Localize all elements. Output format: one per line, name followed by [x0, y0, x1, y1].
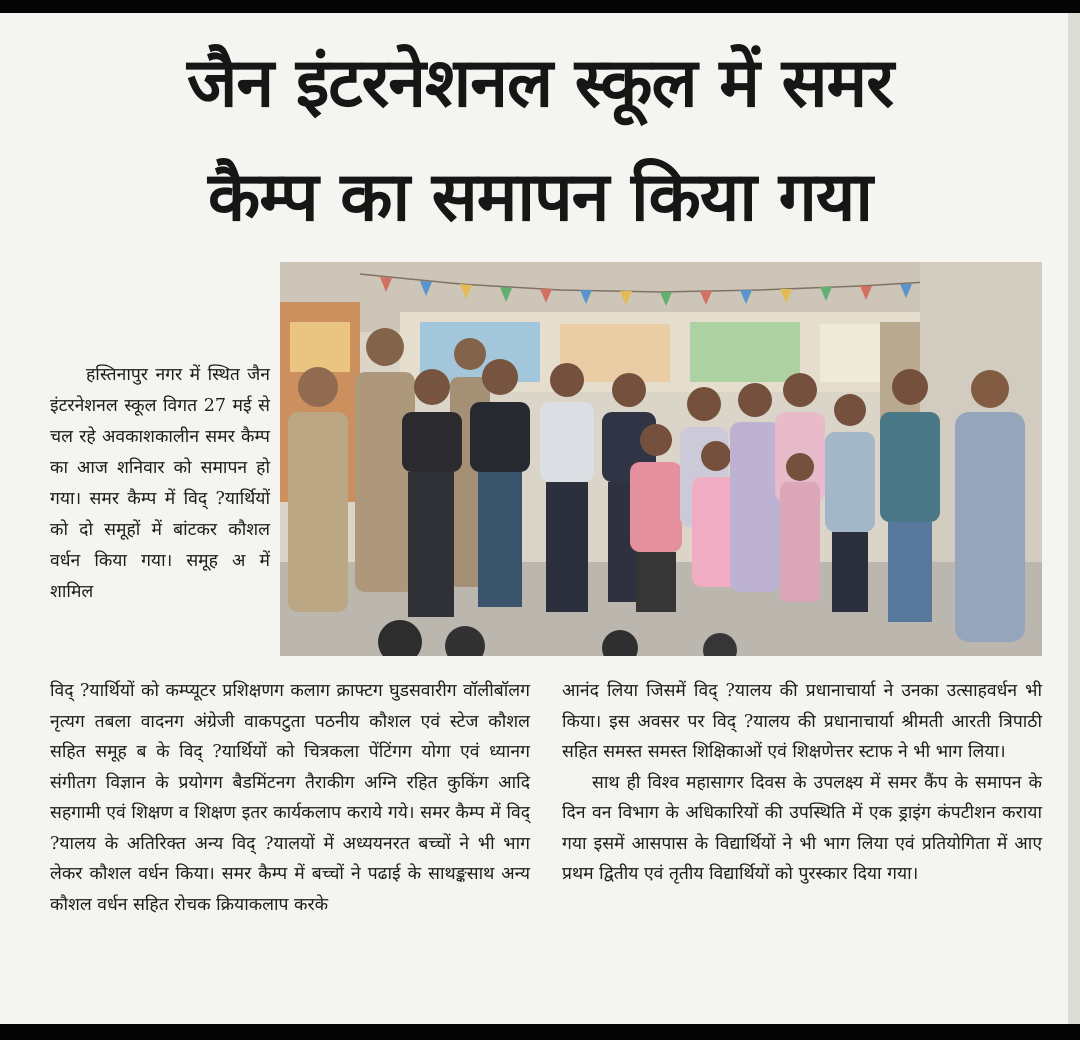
page-edge: [1068, 13, 1080, 1024]
news-photo[interactable]: [280, 262, 1042, 656]
group-photo-illustration: [280, 262, 1042, 656]
headline-line-1: जैन इंटरनेशनल स्कूल में समर: [186, 44, 894, 123]
right-paragraph-2: साथ ही विश्व महासागर दिवस के उपलक्ष्य में समर कैंप के समापन के दिन वन विभाग के अधिकारियों की उपस्थिति में एक ड्राइंग कंपटीशन कराया गया इसमें आसपास के विद्यार्थियों ने भी भाग लिया एवं प्रतियोगिता में आए प्रथम द्वितीय एवं तृतीय विद्यार्थियों को पुरस्कार दिया गया।: [562, 772, 1042, 884]
article-intro: हस्तिनापुर नगर में स्थित जैन इंटरनेशनल स्कूल विगत 27 मई से चल रहे अवकाशकालीन समर कैम्प का आज शनिवार को समापन हो गया। समर कैम्प में विद् ?यार्थियों को दो समूहों में बांटकर कौशल वर्धन किया गया। समूह अ में शामिल: [50, 365, 270, 602]
right-paragraph-1: आनंद लिया जिसमें विद् ?यालय की प्रधानाचार्या ने उनका उत्साहवर्धन भी किया। इस अवसर पर विद् ?यालय की प्रधानाचार्या श्रीमती आरती त्रिपाठी सहित समस्त समस्त शिक्षिकाओं एवं शिक्षणेत्तर स्टाफ ने भी भाग लिया।: [562, 681, 1042, 762]
headline-line-2: कैम्प का समापन किया गया: [208, 158, 872, 237]
article-right-column: [562, 676, 1042, 890]
article-left-column: विद् ?यार्थियों को कम्प्यूटर प्रशिक्षणग कलाग क्राफ्टग घुडसवारीग वॉलीबॉलग नृत्यग तबला वादनग अंग्रेजी वाकपटुता पठनीय कौशल एवं स्टेज कौशल सहित समूह ब के विद् ?यार्थियों को चित्रकला पेंटिंगग योगा एवं ध्यानग संगीतग विज्ञान के प्रयोगग बैडमिंटनग तैराकीग अग्नि रहित कुकिंग आदि सहगामी एवं शिक्षण व शिक्षण इतर कार्यकलाप कराये गये। समर कैम्प में विद् ?यालय के अतिरिक्त अन्य विद् ?यालयों में अध्ययनरत बच्चों ने भी भाग लेकर कौशल वर्धन किया। समर कैम्प में बच्चों ने पढाई के साथङ्कसाथ अन्य कौशल वर्धन सहित रोचक क्रियाकलाप करके: [50, 681, 530, 915]
bottom-black-bar: [0, 1024, 1080, 1040]
top-black-bar: [0, 0, 1080, 13]
